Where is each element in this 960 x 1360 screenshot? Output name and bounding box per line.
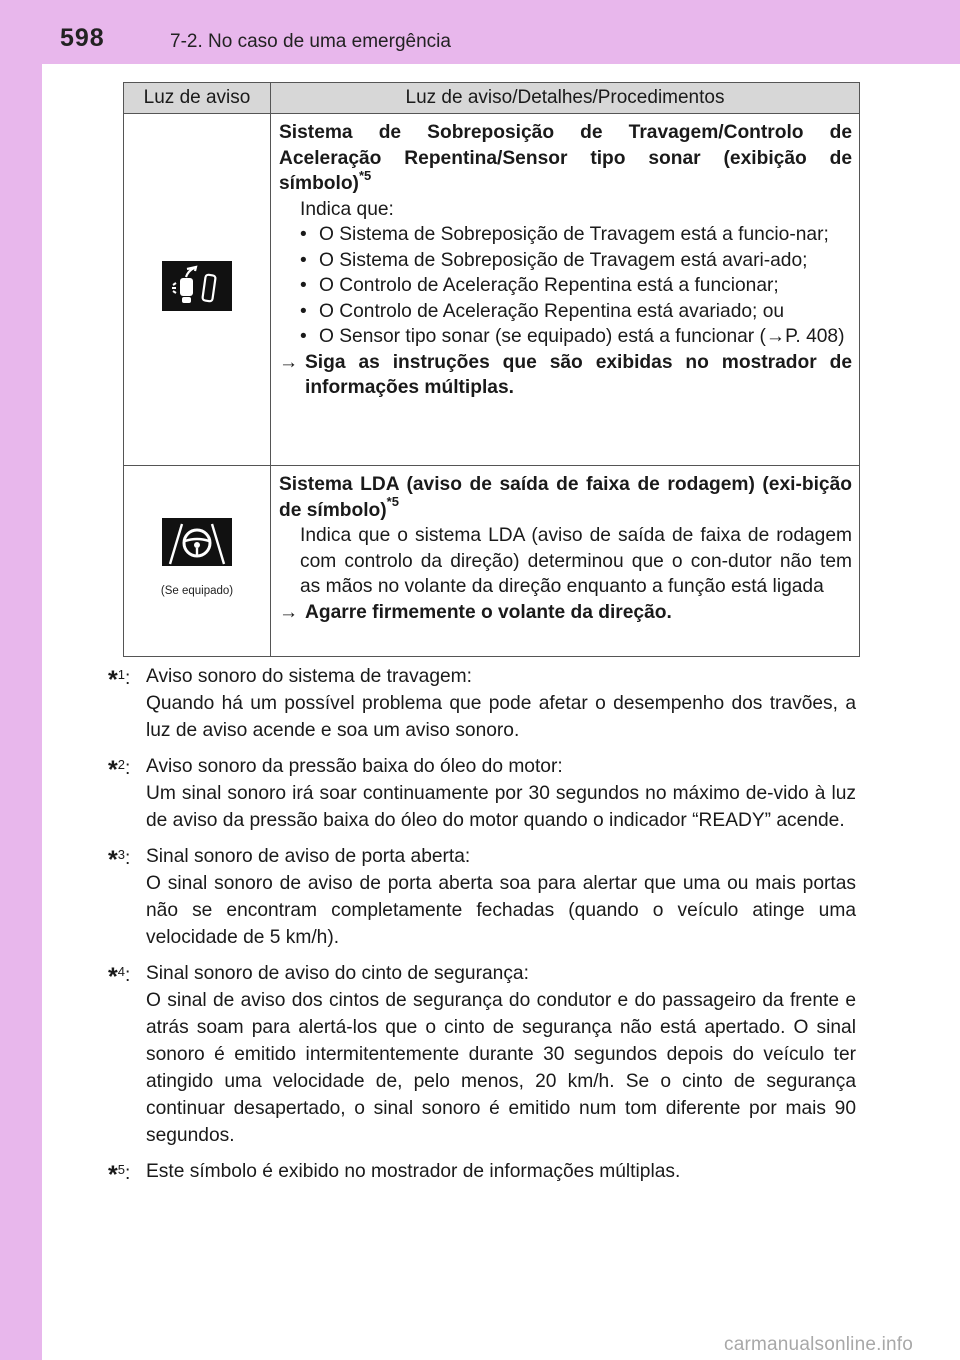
brake-override-sonar-icon	[162, 261, 232, 311]
list-item: • O Controlo de Aceleração Repentina está a funcionar;	[300, 275, 779, 296]
equipment-note: (Se equipado)	[160, 585, 234, 597]
lda-steering-wheel-icon	[162, 518, 232, 566]
light-title: Sistema LDA (aviso de saída de faixa de rodagem) (exi-bição de símbolo)$^{*5}$	[279, 474, 852, 521]
light-intro: Indica que:	[300, 198, 394, 220]
header-band	[0, 0, 960, 64]
footnote-4: *$^4$: Sinal sonoro de aviso do cinto de segurança: O sinal de aviso dos cintos de segurança do condutor e do passageiro da frente e atrás soam para alertá-los que o cinto de segurança não está apertado. O sinal sonoro é emitido intermitentemente durante 30 segundos depois do veículo ter atingido uma velocidade de, pelo menos, 20 km/h. Se o cinto de segurança continuar desapertado, o sinal sonoro é emitido num tom diferente por mais 90 segundos.	[108, 963, 856, 1146]
page-number: 598	[60, 24, 105, 52]
warning-light-table	[123, 82, 860, 657]
list-item: • O Sensor tipo sonar (se equipado) está a funcionar (→P. 408)	[300, 326, 845, 347]
footnotes	[108, 663, 856, 1194]
action-instruction: → Siga as instruções que são exibidas no mostrador de informações múltiplas.	[279, 351, 852, 398]
arrow-icon: →	[279, 601, 299, 623]
light-description: Indica que o sistema LDA (aviso de saída de faixa de rodagem com controlo da direção) determinou que o con-dutor não tem as mãos no volante da direção enquanto a função está ligada	[300, 525, 852, 597]
footnote-5: *$^5$: Este símbolo é exibido no mostrador de informações múltiplas.	[108, 1161, 681, 1189]
light-title: Sistema de Sobreposição de Travagem/Controlo de Aceleração Repentina/Sensor tipo sonar (exibição de símbolo)$^{*5}$	[279, 122, 852, 194]
footnote-2: *$^2$: Aviso sonoro da pressão baixa do óleo do motor: Um sinal sonoro irá soar continuamente por 30 segundos no máximo de-vido à luz de aviso da pressão baixa do óleo do motor quando o indicador “READY” acende.	[108, 756, 856, 831]
table-header-row	[124, 83, 860, 114]
page-edge-strip	[0, 0, 42, 1360]
column-header-light: Luz de aviso	[124, 83, 271, 114]
column-header-details: Luz de aviso/Detalhes/Procedimentos	[271, 83, 860, 114]
list-item: • O Controlo de Aceleração Repentina está avariado; ou	[300, 300, 785, 322]
arrow-icon: →	[279, 351, 299, 373]
list-item: • O Sistema de Sobreposição de Travagem está avari-ado;	[300, 249, 808, 271]
action-instruction: → Agarre firmemente o volante da direção.	[279, 600, 852, 626]
list-item: • O Sistema de Sobreposição de Travagem está a funcio-nar;	[300, 224, 829, 245]
section-title: 7-2. No caso de uma emergência	[170, 31, 451, 52]
footnote-1: *$^1$: Aviso sonoro do sistema de travagem: Quando há um possível problema que pode afetar o desempenho dos travões, a luz de aviso acende e soa um aviso sonoro.	[108, 666, 856, 741]
table-row	[124, 466, 860, 657]
watermark: carmanualsonline.info	[724, 1334, 914, 1355]
table-row	[124, 114, 860, 466]
footnote-3: *$^3$: Sinal sonoro de aviso de porta aberta: O sinal sonoro de aviso de porta aberta soa para alertar que uma ou mais portas não se encontram completamente fechadas (quando o veículo atinge uma velocidade de 5 km/h).	[108, 846, 856, 948]
